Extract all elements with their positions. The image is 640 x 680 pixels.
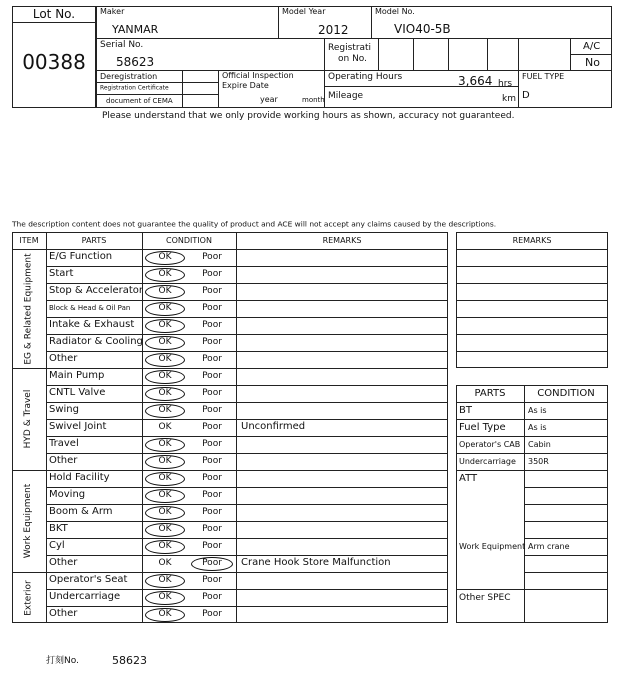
part-label: Start — [49, 268, 74, 279]
part-label: Operator's Seat — [49, 574, 128, 585]
ok-option[interactable]: OK — [158, 473, 172, 483]
registration-label: Registrati — [328, 43, 372, 53]
ok-selected-circle — [145, 302, 185, 316]
fuel-type-label: FUEL TYPE — [522, 72, 565, 81]
ok-option[interactable]: OK — [158, 371, 172, 381]
table-header-condition: CONDITION — [166, 236, 212, 245]
poor-option[interactable]: Poor — [202, 422, 222, 432]
maker-value: YANMAR — [112, 23, 159, 36]
model-no-value: VIO40-5B — [394, 22, 451, 36]
ok-option[interactable]: OK — [158, 575, 172, 585]
notice-text: Please understand that we only provide working hours as shown, accuracy not guaranteed. — [102, 111, 515, 121]
ok-selected-circle — [145, 574, 185, 588]
ok-option[interactable]: OK — [158, 524, 172, 534]
ok-selected-circle — [145, 472, 185, 486]
group-label: Exterior — [23, 579, 33, 616]
poor-selected-circle — [191, 557, 233, 571]
stamp-no-value: 58623 — [112, 654, 147, 667]
group-label: EG & Related Equipment — [23, 252, 33, 365]
att-label: ATT — [459, 473, 478, 484]
ok-selected-circle — [145, 540, 185, 554]
poor-option[interactable]: Poor — [202, 490, 222, 500]
poor-option[interactable]: Poor — [202, 269, 222, 279]
right-part-label: Fuel Type — [459, 422, 506, 433]
registration-label-2: on No. — [338, 54, 368, 64]
poor-option[interactable]: Poor — [202, 320, 222, 330]
remark-text: Crane Hook Store Malfunction — [241, 557, 391, 568]
ok-option[interactable]: OK — [158, 558, 172, 568]
poor-option[interactable]: Poor — [202, 507, 222, 517]
part-label: Swivel Joint — [49, 421, 107, 432]
part-label: Other — [49, 455, 78, 466]
work-equipment-label: Work Equipment — [459, 542, 526, 551]
part-label: Block & Head & Oil Pan — [49, 304, 131, 312]
ok-option[interactable]: OK — [158, 541, 172, 551]
ok-selected-circle — [145, 455, 185, 469]
ok-selected-circle — [145, 336, 185, 350]
poor-option[interactable]: Poor — [202, 439, 222, 449]
ok-option[interactable]: OK — [158, 609, 172, 619]
right-part-label: Undercarriage — [459, 457, 516, 466]
part-label: Moving — [49, 489, 86, 500]
table-header-remarks: REMARKS — [322, 236, 362, 245]
part-label: Other — [49, 353, 78, 364]
poor-option[interactable]: Poor — [202, 388, 222, 398]
ok-selected-circle — [145, 353, 185, 367]
part-label: BKT — [49, 523, 68, 534]
poor-option[interactable]: Poor — [202, 558, 222, 568]
right-remarks-title: REMARKS — [512, 236, 552, 245]
right-part-value: 350R — [528, 457, 549, 466]
ok-option[interactable]: OK — [158, 507, 172, 517]
group-label: Work Equipment — [23, 483, 33, 559]
poor-option[interactable]: Poor — [202, 524, 222, 534]
ok-option[interactable]: OK — [158, 286, 172, 296]
ok-option[interactable]: OK — [158, 252, 172, 262]
poor-option[interactable]: Poor — [202, 473, 222, 483]
ok-selected-circle — [145, 319, 185, 333]
ok-option[interactable]: OK — [158, 422, 172, 432]
ok-selected-circle — [145, 285, 185, 299]
ac-value: No — [585, 56, 600, 69]
part-label: Main Pump — [49, 370, 105, 381]
part-label: Intake & Exhaust — [49, 319, 135, 330]
poor-option[interactable]: Poor — [202, 456, 222, 466]
operating-hours-label: Operating Hours — [328, 72, 403, 82]
part-label: Boom & Arm — [49, 506, 113, 517]
lot-number: 00388 — [22, 50, 86, 74]
table-header-item: ITEM — [19, 236, 39, 245]
part-label: Undercarriage — [49, 591, 121, 602]
disclaimer-text: The description content does not guarantee the quality of product and ACE will not accept any claims caused by the descriptions. — [12, 220, 497, 229]
ok-option[interactable]: OK — [158, 405, 172, 415]
part-label: Cyl — [49, 540, 65, 551]
model-no-label: Model No. — [375, 7, 415, 16]
ok-selected-circle — [145, 608, 185, 622]
serial-value: 58623 — [116, 55, 155, 69]
part-label: Hold Facility — [49, 472, 110, 483]
stamp-no-label: 打刻No. — [46, 656, 79, 666]
ok-selected-circle — [145, 387, 185, 401]
month-label: month — [302, 96, 325, 104]
ok-selected-circle — [145, 251, 185, 265]
part-label: Swing — [49, 404, 79, 415]
ok-option[interactable]: OK — [158, 456, 172, 466]
group-label: HYD & Travel — [23, 389, 33, 449]
part-label: Other — [49, 557, 78, 568]
ok-selected-circle — [145, 404, 185, 418]
ok-selected-circle — [145, 438, 185, 452]
hrs-label: hrs — [498, 79, 513, 89]
fuel-type-value: D — [522, 90, 530, 101]
ok-option[interactable]: OK — [158, 439, 172, 449]
poor-option[interactable]: Poor — [202, 337, 222, 347]
mileage-label: Mileage — [328, 91, 364, 101]
ok-option[interactable]: OK — [158, 303, 172, 313]
poor-option[interactable]: Poor — [202, 541, 222, 551]
model-year-value: 2012 — [318, 23, 349, 37]
part-label: Radiator & Cooling — [49, 336, 143, 347]
right-part-value: Cabin — [528, 440, 551, 449]
year-label: year — [260, 95, 278, 104]
poor-option[interactable]: Poor — [202, 354, 222, 364]
part-label: Travel — [49, 438, 79, 449]
other-spec-label: Other SPEC — [459, 593, 511, 603]
reg-certificate-label: Registration Certificate — [100, 84, 169, 91]
poor-option[interactable]: Poor — [202, 286, 222, 296]
ok-selected-circle — [145, 489, 185, 503]
model-year-label: Model Year — [282, 7, 326, 16]
work-equipment-value: Arm crane — [528, 542, 570, 551]
poor-option[interactable]: Poor — [202, 252, 222, 262]
ok-option[interactable]: OK — [158, 490, 172, 500]
poor-option[interactable]: Poor — [202, 303, 222, 313]
inspection-label: Official Inspection — [222, 71, 294, 80]
ac-label: A/C — [583, 41, 601, 52]
maker-label: Maker — [100, 7, 125, 16]
ok-option[interactable]: OK — [158, 320, 172, 330]
ok-option[interactable]: OK — [158, 354, 172, 364]
poor-option[interactable]: Poor — [202, 575, 222, 585]
ok-selected-circle — [145, 523, 185, 537]
serial-label: Serial No. — [100, 40, 144, 50]
ok-selected-circle — [145, 370, 185, 384]
right-condition-header: CONDITION — [537, 388, 595, 399]
ok-selected-circle — [145, 506, 185, 520]
poor-option[interactable]: Poor — [202, 405, 222, 415]
ok-selected-circle — [145, 268, 185, 282]
right-part-label: Operator's CAB — [459, 440, 521, 449]
part-label: Stop & Accelerator — [49, 285, 144, 296]
part-label: Other — [49, 608, 78, 619]
deregistration-label: Deregistration — [100, 72, 158, 81]
cema-label: document of CEMA — [106, 97, 173, 105]
poor-option[interactable]: Poor — [202, 371, 222, 381]
ok-option[interactable]: OK — [158, 269, 172, 279]
right-part-value: As is — [528, 406, 547, 415]
remark-text: Unconfirmed — [241, 421, 306, 432]
km-label: km — [502, 94, 516, 104]
ok-option[interactable]: OK — [158, 388, 172, 398]
ok-selected-circle — [145, 591, 185, 605]
lot-label: Lot No. — [32, 7, 76, 21]
inspection-label-2: Expire Date — [222, 81, 269, 90]
part-label: CNTL Valve — [49, 387, 106, 398]
right-parts-header: PARTS — [474, 388, 506, 399]
operating-hours-value: 3,664 — [458, 74, 493, 88]
table-header-parts: PARTS — [81, 236, 107, 245]
part-label: E/G Function — [49, 251, 113, 262]
right-part-label: BT — [459, 405, 472, 416]
poor-option[interactable]: Poor — [202, 609, 222, 619]
ok-option[interactable]: OK — [158, 337, 172, 347]
right-part-value: As is — [528, 423, 547, 432]
poor-option[interactable]: Poor — [202, 592, 222, 602]
ok-option[interactable]: OK — [158, 592, 172, 602]
